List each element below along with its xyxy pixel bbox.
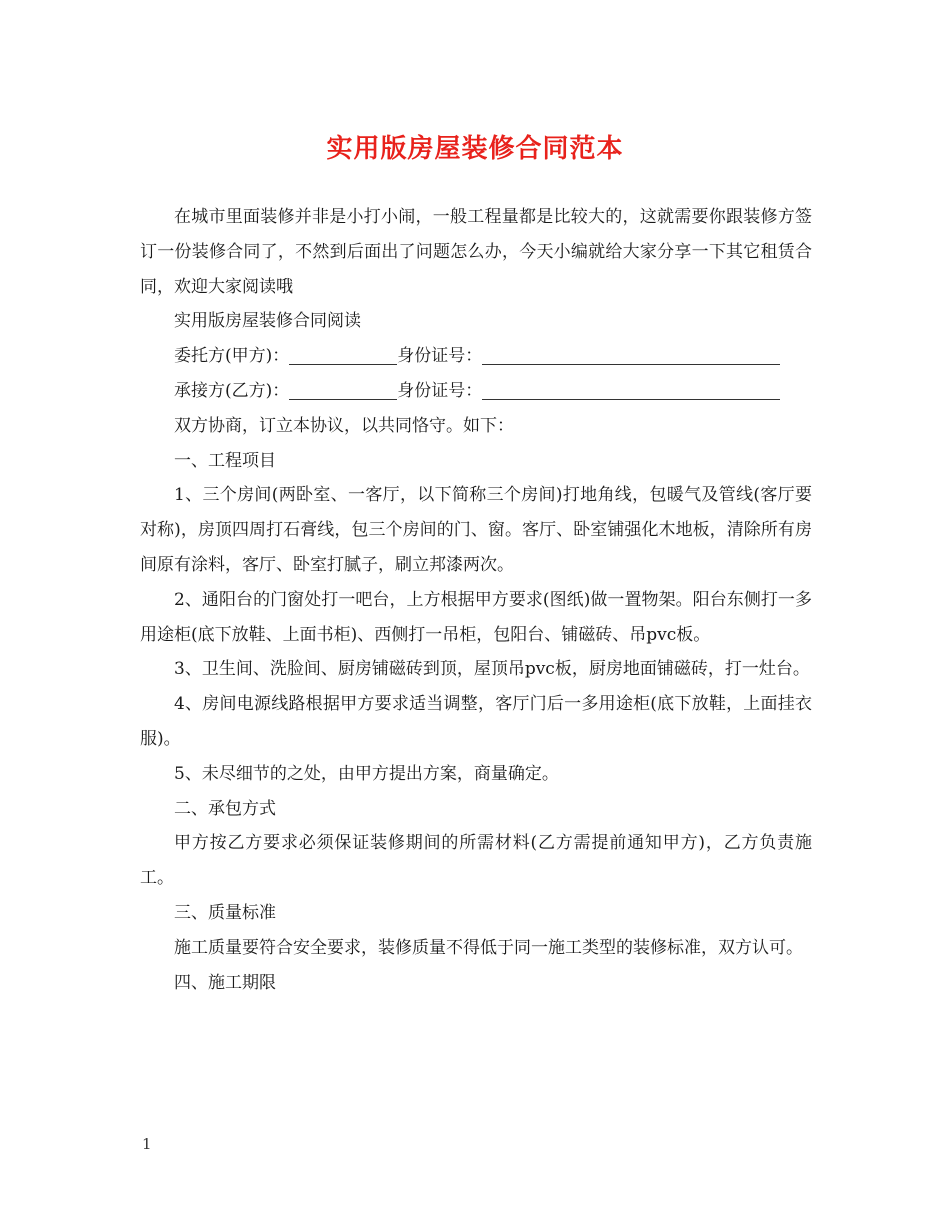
- party-b-id-blank: [482, 379, 780, 400]
- party-a-row: [140, 339, 812, 374]
- clause-item-2: 2、通阳台的门窗处打一吧台，上方根据甲方要求(图纸)做一置物架。阳台东侧打一多用途柜(底下放鞋、上面书柜)、西侧打一吊柜，包阳台、铺磁砖、吊pvc板。: [140, 589, 812, 645]
- subtitle: 实用版房屋装修合同阅读: [174, 311, 361, 332]
- party-b-id-label: 身份证号：: [397, 380, 483, 401]
- party-a-label: 委托方(甲方)：: [174, 346, 290, 367]
- party-a-id-label: 身份证号：: [397, 346, 483, 367]
- intro-paragraph: 在城市里面装修并非是小打小闹，一般工程量都是比较大的，这就需要你跟装修方签订一份装修合同了，不然到后面出了问题怎么办，今天小编就给大家分享一下其它租赁合同，欢迎大家阅读哦: [140, 207, 812, 297]
- section-heading-4: 四、施工期限: [174, 972, 276, 993]
- page-number: 1: [142, 1135, 152, 1153]
- party-b-name-blank: [289, 379, 397, 400]
- document-title: 实用版房屋装修合同范本: [326, 134, 624, 164]
- section-heading-2: 二、承包方式: [174, 798, 276, 819]
- clause-item-4: 4、房间电源线路根据甲方要求适当调整，客厅门后一多用途柜(底下放鞋，上面挂衣服)。: [140, 694, 812, 749]
- clause-item-1: 1、三个房间(两卧室、一客厅，以下简称三个房间)打地角线，包暖气及管线(客厅要对称)，房顶四周打石膏线，包三个房间的门、窗。客厅、卧室铺强化木地板，清除所有房间原有涂料，客厅、卧室打腻子，刷立邦漆两次。: [140, 485, 812, 575]
- party-b-label: 承接方(乙方)：: [174, 380, 290, 401]
- section-heading-1: 一、工程项目: [174, 450, 276, 471]
- party-a-name-blank: [289, 344, 397, 365]
- clause-item-3: 3、卫生间、洗脸间、厨房铺磁砖到顶，屋顶吊pvc板，厨房地面铺磁砖，打一灶台。: [174, 659, 810, 680]
- clause-item-5: 5、未尽细节的之处，由甲方提出方案，商量确定。: [174, 763, 559, 784]
- section-2-text: 甲方按乙方要求必须保证装修期间的所需材料(乙方需提前通知甲方)，乙方负责施工。: [140, 833, 812, 889]
- document-body: [140, 200, 812, 1000]
- section-3-text: 施工质量要符合安全要求，装修质量不得低于同一施工类型的装修标准，双方认可。: [174, 937, 803, 958]
- section-heading-3: 三、质量标准: [174, 902, 276, 923]
- party-a-id-blank: [482, 344, 780, 365]
- agreement-line: 双方协商，订立本协议，以共同恪守。如下：: [174, 415, 514, 436]
- party-b-row: [140, 374, 812, 409]
